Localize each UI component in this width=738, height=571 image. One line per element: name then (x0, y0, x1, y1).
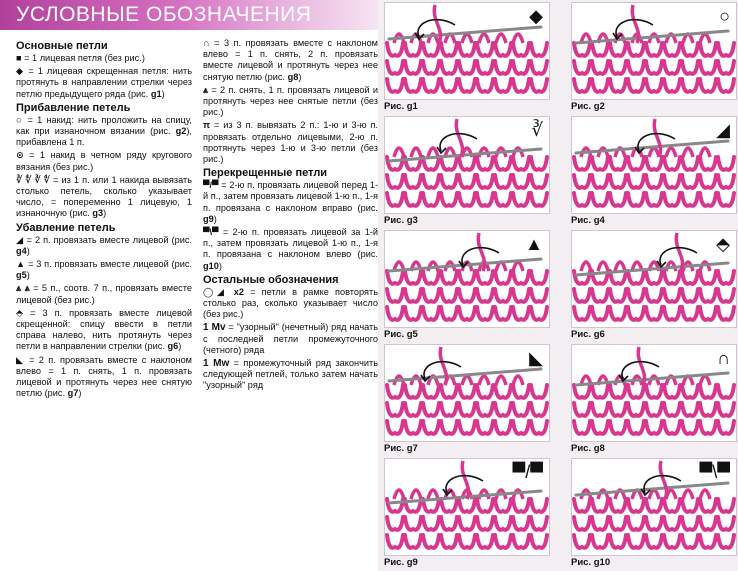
legend-entry-s2kp (203, 85, 378, 119)
symbol-repeat-box: ◯◢ x2 (203, 286, 244, 297)
symbol-sk2p: ∩ (203, 38, 210, 48)
figure-ref: g5 (16, 270, 27, 281)
entry-text: ), прибавлена 1 п. (16, 126, 192, 148)
legend-entry-yarn-over-round (16, 150, 192, 172)
legend-column-middle (203, 38, 378, 394)
knitting-figure-1 (384, 2, 550, 100)
figure-symbol: ⬘ (716, 234, 730, 254)
figure-label: Рис. g9 (384, 557, 418, 568)
figure-label: Рис. g10 (571, 557, 611, 568)
figure-label: Рис. g5 (384, 329, 418, 340)
knitting-figure-2 (571, 2, 737, 100)
legend-entry-cross-right (203, 180, 378, 225)
legend-entry-mw (203, 358, 378, 392)
knitting-figure-10 (571, 458, 737, 556)
entry-text: = 1 лицевая скрещенная петля: нить протянуть в направлении стрелки через петлю предыдущего ряда (рис. (16, 66, 192, 99)
figure-label: Рис. g4 (571, 215, 605, 226)
title-banner (0, 0, 386, 30)
figure-symbol: ∛ (531, 120, 543, 140)
knitting-figure-4 (571, 116, 737, 214)
legend-entry-k3tog (16, 259, 192, 281)
knitting-illustration (385, 117, 549, 213)
entry-text: = "узорный" (нечетный) ряд начать с последней петли промежуточного (четного) ряда (203, 322, 379, 355)
figure-grid (378, 0, 738, 571)
entry-text: = 2 п. провязать вместе с наклоном влево = 1 п. снять, 1 п. провязать лицевой и протянуть через нее снятую петлю (рис. (16, 354, 192, 399)
figure-symbol: ◣ (529, 348, 543, 368)
legend-entry-sk2p (203, 38, 378, 83)
entry-text: = 3 п. провязать вместе лицевой скрещенной: спицу ввести в петли справа налево, нить протянуть через петли в направлении стрелки (рис. (16, 307, 192, 352)
entry-text: = 1 накид: нить проложить на спицу, как при изнаночном вязании (рис. (16, 114, 192, 137)
entry-text: = 2 п. провязать вместе лицевой (рис. (23, 234, 192, 245)
figure-symbol: ○ (719, 6, 730, 26)
figure-symbol: ◢ (716, 120, 730, 140)
section-title-other: Остальные обозначения (203, 273, 339, 286)
figure-ref: g4 (16, 245, 27, 256)
legend-entry-repeat-box (203, 287, 378, 321)
entry-text: = 3 п. провязать вместе лицевой (рис. (25, 259, 192, 270)
figure-symbol: ▀\▀ (699, 462, 730, 482)
entry-text: = петли в рамке повторять столько раз, сколько указывает число (без рис.) (203, 286, 378, 320)
symbol-s2kp: ⩓ (203, 84, 209, 95)
knitting-illustration (385, 345, 549, 441)
symbol-multiple: ∛ ∜ ∛ ∜ (16, 174, 50, 185)
knitting-figure-3 (384, 116, 550, 214)
knitting-illustration (572, 231, 736, 327)
entry-text: ) (213, 213, 217, 224)
knitting-illustration (385, 3, 549, 99)
entry-text: = 1 лицевая петля (без рис.) (21, 53, 145, 63)
entry-text: = из 3 п. вывязать 2 п.: 1-ю и 3-ю п. провязать отдельно лицевыми, 2-ю п. протянуть через 1-ю и 3-ю петли (без рис.) (203, 120, 378, 165)
symbol-knit: ■ (16, 53, 22, 63)
entry-text: ) (26, 270, 30, 281)
figure-symbol: ∩ (717, 348, 730, 368)
knitting-figure-9 (384, 458, 550, 556)
figure-label: Рис. g7 (384, 443, 418, 454)
figure-label: Рис. g1 (384, 101, 418, 112)
figure-ref: g3 (92, 208, 104, 219)
section-title-crossed: Перекрещенные петли (203, 167, 328, 180)
entry-text: = 2-ю п. провязать лицевой за 1-й п., затем провязать лицевой 1-ю п., 1-я п. провязана с наклоном влево (рис. (203, 227, 378, 260)
legend-entry-k2tog (16, 235, 192, 257)
page-title: УСЛОВНЫЕ ОБОЗНАЧЕНИЯ (16, 3, 312, 26)
legend-entry-multiple-from-one (16, 175, 192, 220)
figure-ref: g8 (287, 71, 299, 82)
symbol-3-to-2: π (203, 120, 211, 131)
knitting-figure-5 (384, 230, 550, 328)
legend-entry-knit (16, 53, 192, 64)
knitting-illustration (572, 345, 736, 441)
knitting-illustration (572, 3, 736, 99)
symbol-cross-right: ▀/▀ (203, 180, 219, 191)
symbol-mw: 1 Mw (203, 358, 230, 370)
symbol-k5tog: ⩓ ⩓ (16, 283, 30, 294)
knitting-figure-6 (571, 230, 737, 328)
legend-entry-3-to-2 (203, 120, 378, 165)
figure-symbol: ▲ (525, 234, 543, 254)
figure-label: Рис. g2 (571, 101, 605, 112)
legend-entry-twisted-knit (16, 66, 192, 100)
symbol-cross-left: ▀\▀ (203, 227, 219, 238)
entry-text: = 3 п. провязать вместе с наклоном влево = 1 п. снять, 2 п. провязать вместе лицевой и протянуть через нее снятую петлю (рис. (203, 38, 378, 82)
figure-label: Рис. g6 (571, 329, 605, 340)
entry-text: ) (161, 88, 165, 99)
entry-text: ) (103, 208, 107, 219)
figure-label: Рис. g3 (384, 215, 418, 226)
figure-label: Рис. g8 (571, 443, 605, 454)
legend-entry-k3tog-twisted (16, 308, 192, 353)
symbol-k3tog: ▲ (16, 259, 26, 270)
entry-text: = промежуточный ряд закончить следующей петлей, только затем начать "узорный" ряд (203, 358, 378, 391)
entry-text: ) (178, 341, 182, 352)
legend-entry-k5tog (16, 283, 192, 305)
section-title-decrease: Убавление петель (16, 221, 116, 234)
symbol-k2tog: ◢ (16, 234, 24, 245)
section-title-increase: Прибавление петель (16, 101, 131, 114)
legend-entry-cross-left (203, 227, 378, 272)
symbol-twisted: ◆ (16, 66, 25, 77)
figure-symbol: ◆ (529, 6, 543, 26)
figure-ref: g7 (67, 388, 79, 399)
entry-text: = 2-ю п. провязать лицевой перед 1-й п., затем провязать лицевой 1-ю п., 1-я п. провязана с наклоном вправо (рис. (203, 180, 378, 213)
figure-ref: g2 (175, 126, 187, 137)
entry-text: = 5 п., соотв. 7 п., провязать вместе лицевой (без рис.) (16, 283, 192, 305)
figure-ref: g6 (167, 341, 179, 352)
legend-entry-skp (16, 355, 192, 400)
legend-entry-mv (203, 322, 378, 356)
legend-column-left (16, 38, 192, 401)
knitting-figure-7 (384, 344, 550, 442)
section-title-basic: Основные петли (16, 40, 108, 52)
figure-symbol: ▀/▀ (512, 462, 543, 482)
figure-ref: g1 (150, 88, 162, 99)
symbol-k3tog-twisted: ⬘ (16, 307, 24, 318)
entry-text: ) (298, 71, 302, 82)
entry-text: = из 1 п. или 1 накида вывязать столько петель, сколько указывает число, = попеременно 1 лицевую, 1 изнаночную (рис. (16, 174, 192, 219)
symbol-yarn-over: ○ (16, 114, 24, 125)
symbol-skp: ◣ (16, 354, 25, 365)
knitting-illustration (572, 117, 736, 213)
knitting-figure-8 (571, 344, 737, 442)
entry-text: ) (78, 388, 82, 399)
entry-text: ) (26, 245, 30, 256)
figure-ref: g10 (203, 260, 219, 271)
symbol-yarn-over-round: ⊙ (16, 150, 24, 161)
symbol-mv: 1 Mv (203, 322, 226, 334)
entry-text: ) (218, 260, 222, 271)
entry-text: = 2 п. снять, 1 п. провязать лицевой и протянуть через нее снятые петли (без рис.) (203, 84, 378, 118)
entry-text: = 1 накид в четном ряду кругового вязания (без рис.) (16, 150, 192, 172)
legend-entry-yarn-over (16, 115, 192, 149)
figure-ref: g9 (203, 213, 214, 224)
